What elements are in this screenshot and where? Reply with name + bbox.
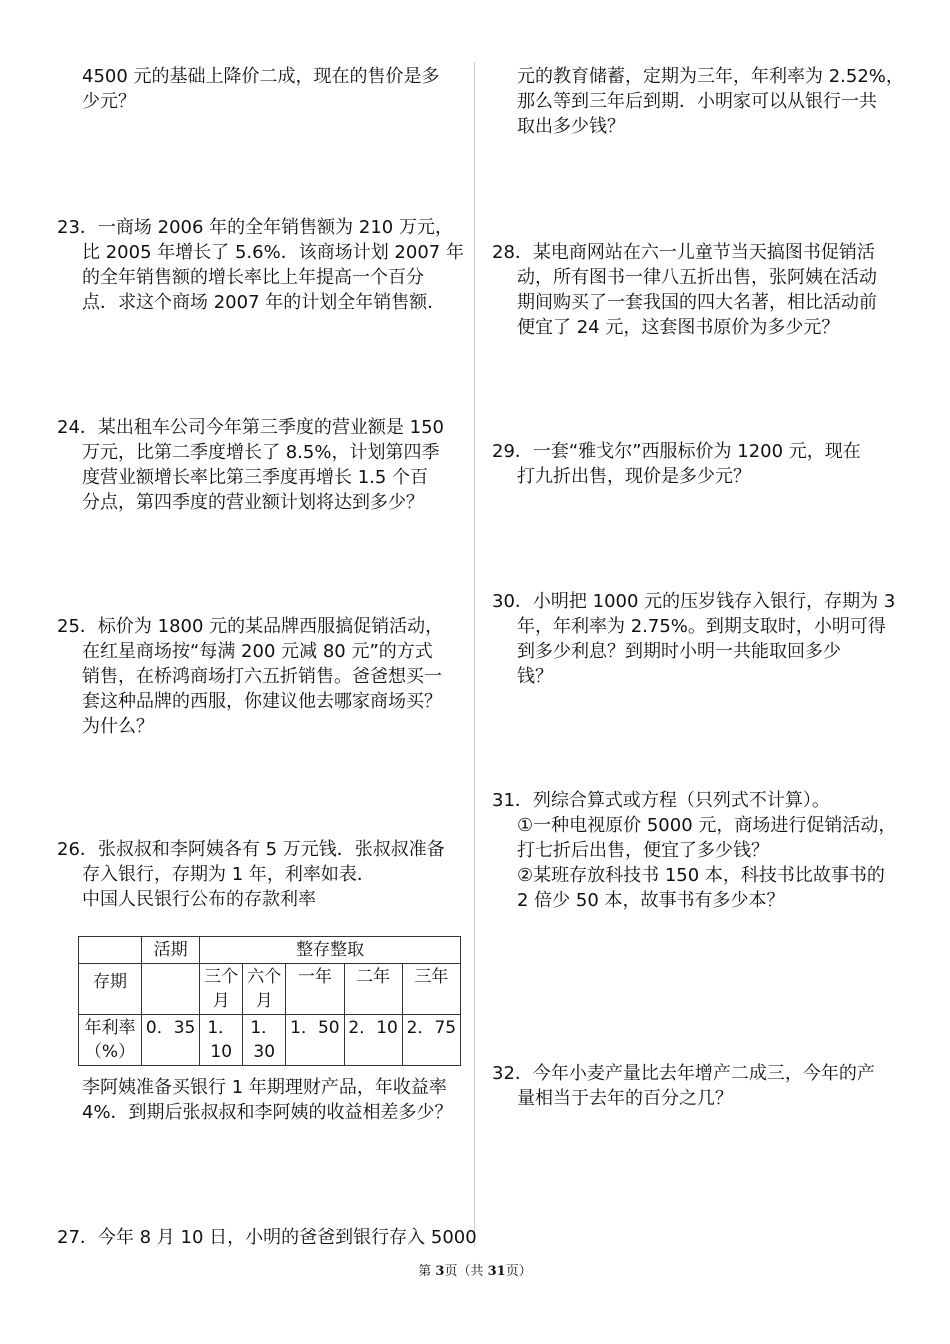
table-cell: 2．10 [344, 1015, 402, 1066]
table-cell: 年利率（%） [79, 1015, 142, 1066]
table-cell [79, 937, 142, 964]
question-30: 30．小明把 1000 元的压岁钱存入银行，存期为 3 年，年利率为 2.75%。到期支取时，小明可得 到多少利息？到期时小明一共能取回多少 钱？ [492, 591, 896, 687]
table-row [79, 937, 461, 964]
table-row [79, 964, 461, 1015]
total-page-count: 31 [487, 1264, 506, 1279]
column-divider [474, 62, 475, 1247]
table-cell: 1．50 [286, 1015, 344, 1066]
table-cell: 一年 [286, 964, 344, 1015]
deposit-rate-table [78, 936, 461, 1066]
table-cell: 存期 [79, 964, 142, 1015]
question-28: 28．某电商网站在六一儿童节当天搞图书促销活 动，所有图书一律八五折出售，张阿姨在活动 期间购买了一套我国的四大名著，相比活动前 便宜了 24 元，这套图书原价为多少元？ [492, 242, 877, 338]
table-cell [142, 964, 200, 1015]
table-cell: 2．75 [402, 1015, 460, 1066]
table-cell: 1．30 [243, 1015, 286, 1066]
table-cell: 活期 [142, 937, 200, 964]
table-cell: 六个月 [243, 964, 286, 1015]
question-27: 27．今年 8 月 10 日，小明的爸爸到银行存入 5000 [57, 1227, 477, 1248]
table-cell: 三个月 [200, 964, 243, 1015]
table-row [79, 1015, 461, 1066]
table-cell: 三年 [402, 964, 460, 1015]
question-25: 25．标价为 1800 元的某品牌西服搞促销活动， 在红星商场按“每满 200 元减 80 元”的方式 销售，在桥鸿商场打六五折销售。爸爸想买一 套这种品牌的西服，你建议他去哪家商场买？ 为什么？ [57, 616, 444, 737]
question-27-continuation: 元的教育储蓄，定期为三年，年利率为 2.52%， 那么等到三年后到期．小明家可以从银行一共 取出多少钱？ [517, 66, 904, 137]
table-cell: 整存整取 [200, 937, 461, 964]
question-24: 24．某出租车公司今年第三季度的营业额是 150 万元，比第二季度增长了 8.5%，计划第四季 度营业额增长率比第三季度再增长 1.5 个百 分点，第四季度的营业额计划将达到多少？ [57, 417, 444, 513]
table-cell: 1．10 [200, 1015, 243, 1066]
question-26: 26．张叔叔和李阿姨各有 5 万元钱．张叔叔准备 存入银行，存期为 1 年，利率如表． 中国人民银行公布的存款利率 [57, 839, 445, 910]
question-32: 32．今年小麦产量比去年增产二成三，今年的产 量相当于去年的百分之几？ [492, 1063, 875, 1109]
table-cell: 0．35 [142, 1015, 200, 1066]
question-31: 31．列综合算式或方程（只列式不计算）。 ①一种电视原价 5000 元，商场进行促销活动， 打七折后出售，便宜了多少钱？ ②某班存放科技书 150 本，科技书比故事书的 2 倍少 50 本，故事书有多少本？ [492, 790, 897, 911]
question-23: 23．一商场 2006 年的全年销售额为 210 万元， 比 2005 年增长了 5.6%．该商场计划 2007 年 的全年销售额的增长率比上年提高一个百分 点．求这个商场 2007 年的计划全年销售额． [57, 217, 464, 313]
page-footer: 第 3页（共 31页） [418, 1264, 532, 1279]
table-cell: 二年 [344, 964, 402, 1015]
question-29: 29．一套“雅戈尔”西服标价为 1200 元，现在 打九折出售，现价是多少元？ [492, 441, 861, 487]
current-page-number: 3 [435, 1264, 445, 1279]
question-22-continuation: 4500 元的基础上降价二成，现在的售价是多 少元？ [82, 66, 440, 112]
question-26-continuation: 李阿姨准备买银行 1 年期理财产品，年收益率 4%．到期后张叔叔和李阿姨的收益相差多少？ [82, 1077, 453, 1123]
